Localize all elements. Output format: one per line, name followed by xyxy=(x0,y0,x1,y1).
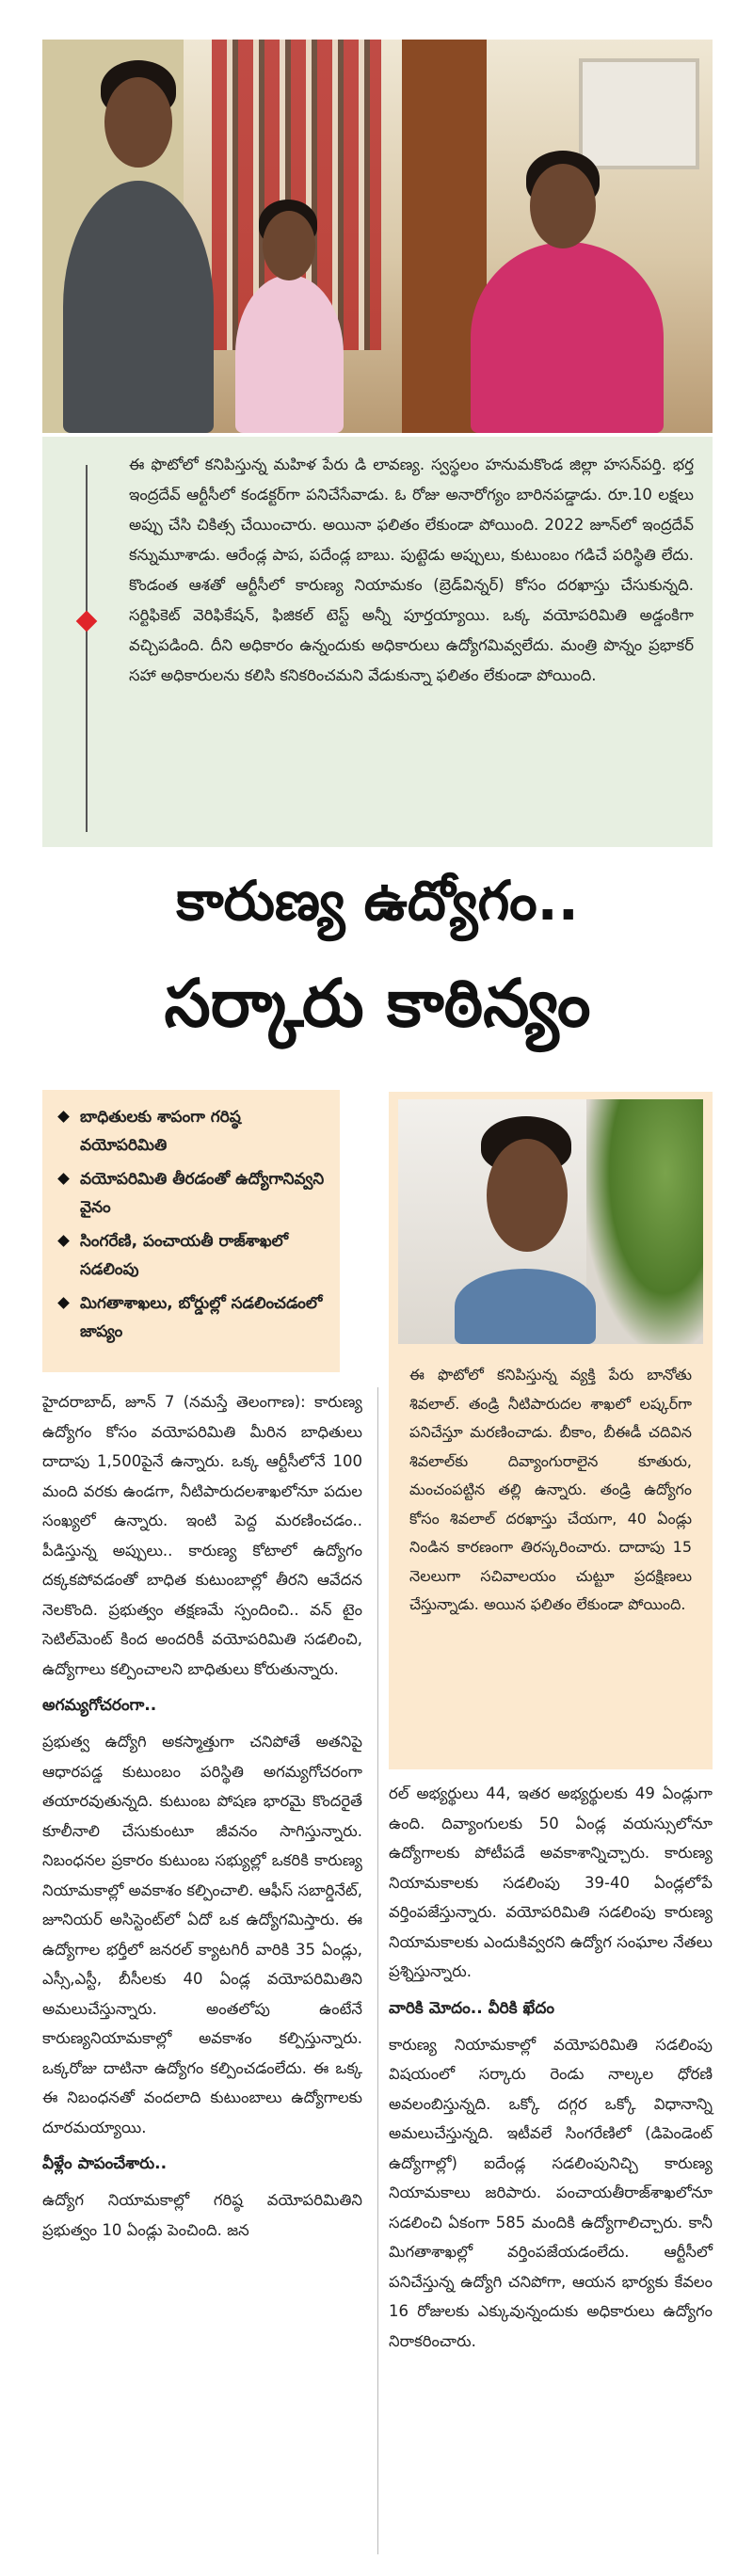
man-figure xyxy=(455,1269,596,1344)
subhead-3: వారికి మోదం.. వీరికి ఖేదం xyxy=(389,1998,555,2018)
highlight-item: బాధితులకు శాపంగా గరిష్ఠ వయోపరిమితి xyxy=(56,1103,328,1160)
article-left-column xyxy=(42,1387,362,2245)
case-study-box xyxy=(389,1092,713,1769)
summary-text: ఈ ఫొటోలో కనిపిస్తున్న మహిళ పేరు డి లావణ్య. స్వస్థలం హనుమకొండ జిల్లా హసన్‌పర్తి. భర్త ఇంద్రదేవ్ ఆర్టీసీలో కండక్టర్‌గా పనిచేసేవాడు. ఓ రోజు అనారోగ్యం బారినపడ్డాడు. రూ.10 లక్షలు అప్పు చేసి చికిత్స చేయించారు. అయినా ఫలితం లేకుండా పోయింది. 2022 జూన్‌లో ఇంద్రదేవ్ కన్నుమూశాడు. ఆరేండ్ల పాప, పదేండ్ల బాబు. పుట్టెడు అప్పులు, కుటుంబం గడిచే పరిస్థితి లేదు. కొండంత ఆశతో ఆర్టీసీలో కారుణ్య నియామకం (బ్రెడ్‌విన్నర్) కోసం దరఖాస్తు చేసుకున్నది. సర్టిఫికెట్ వెరిఫికేషన్, ఫిజికల్ టెస్ట్ అన్నీ పూర్తయ్యాయి. ఒక్క వయోపరిమితి అడ్డంకిగా వచ్చిపడింది. దీని అధికారం ఉన్నందుకు అధికారులు ఉద్యోగమివ్వలేదు. మంత్రి పొన్నం ప్రభాకర్ సహా అధికారులను కలిసి కనికరించమని వేడుకున్నా ఫలితం లేకుండా పోయింది. xyxy=(129,456,694,684)
article-para-2: ప్రభుత్వ ఉద్యోగి అకస్మాత్తుగా చనిపోతే అతనిపై ఆధారపడ్డ కుటుంబం పరిస్థితి అగమ్యగోచరంగా తయారవుతున్నది. కుటుంబ పోషణ భారమై కొందరైతే కూలీనాలి చేసుకుంటూ జీవనం సాగిస్తున్నారు. నిబంధనల ప్రకారం కుటుంబ సభ్యుల్లో ఒకరికి కారుణ్య నియామకాల్లో అవకాశం కల్పించాలి. ఆఫీస్ సబార్డినేట్, జూనియర్ అసిస్టెంట్‌లో ఏదో ఒక ఉద్యోగమిస్తారు. ఈ ఉద్యోగాల భర్తీలో జనరల్ క్యాటగిరీ వారికి 35 ఏండ్లు, ఎస్సీ,ఎస్టీ, బీసీలకు 40 ఏండ్ల వయోపరిమితిని అమలుచేస్తున్నారు. అంతలోపు ఉంటేనే కారుణ్యనియామకాల్లో అవకాశం కల్పిస్తున్నారు. ఒక్కరోజు దాటినా ఉద్యోగం కల్పించడంలేదు. ఈ ఒక్క ఈ నిబంధనతో వందలాది కుటుంబాలు ఉద్యోగాలకు దూరమయ్యాయి. xyxy=(42,1733,362,2136)
highlights-box xyxy=(42,1090,340,1372)
highlight-item: సింగరేణి, పంచాయతీ రాజ్‌శాఖలో సడలింపు xyxy=(56,1227,328,1284)
family-summary-box xyxy=(42,437,713,847)
newspaper-page xyxy=(42,17,713,2558)
man-photo xyxy=(398,1099,703,1344)
photo-tree xyxy=(586,1099,703,1344)
woman-head xyxy=(530,164,596,248)
boy-head xyxy=(104,77,172,168)
article-right-column xyxy=(389,1779,713,2356)
woman-figure xyxy=(471,242,664,433)
red-diamond-icon xyxy=(76,611,98,632)
headline-line-1: కారుణ్య ఉద్యోగం.. xyxy=(176,869,579,933)
girl-figure xyxy=(235,275,344,433)
article-para-5: కారుణ్య నియామకాల్లో వయోపరిమితి సడలింపు విషయంలో సర్కారు రెండు నాల్కల ధోరణి అవలంబిస్తున్నది. ఒక్కో దగ్గర ఒక్కో విధానాన్ని అమలుచేస్తున్నది. ఇటీవలే సింగరేణిలో (డిపెండెంట్ ఉద్యోగాల్లో) ఐదేండ్ల సడలింపునిచ్చి కారుణ్య నియామకాలు జరిపారు. పంచాయతీరాజ్‌శాఖలోనూ సడలించి ఏకంగా 585 మందికి ఉద్యోగాలిచ్చారు. కానీ మిగతాశాఖల్లో వర్తింపజేయడంలేదు. ఆర్టీసీలో పనిచేస్తున్న ఉద్యోగి చనిపోగా, ఆయన భార్యకు కేవలం 16 రోజులకు ఎక్కువున్నందుకు అధికారులు ఉద్యోగం నిరాకరించారు. xyxy=(389,2035,713,2350)
subhead-1: అగమ్యగోచరంగా.. xyxy=(42,1696,157,1715)
boy-figure xyxy=(63,181,214,433)
case-study-text: ఈ ఫొటోలో కనిపిస్తున్న వ్యక్తి పేరు బానోతు శివలాల్. తండ్రి నీటిపారుదల శాఖలో లష్కర్‌గా పనిచేస్తూ మరణించాడు. బీకాం, బీఈడీ చదివిన శివలాల్‌కు దివ్యాంగురాలైన కూతురు, మంచంపట్టిన తల్లి ఉన్నారు. తండ్రి ఉద్యోగం కోసం శివలాల్ దరఖాస్తు చేయగా, 40 ఏండ్లు నిండిన కారణంగా తిరస్కరించారు. దాదాపు 15 నెలలుగా సచివాలయం చుట్టూ ప్రదక్షిణలు చేస్తున్నాడు. అయిన ఫలితం లేకుండా పోయింది. xyxy=(409,1366,692,1613)
article-para-3: ఉద్యోగ నియామకాల్లో గరిష్ఠ వయోపరిమితిని ప్రభుత్వం 10 ఏండ్లు పెంచింది. జన xyxy=(42,2191,362,2239)
summary-rule xyxy=(86,465,88,832)
headline-line-2: సర్కారు కాఠిన్యం xyxy=(164,965,591,1042)
highlight-item: మిగతాశాఖలు, బోర్డుల్లో సడలించడంలో జాప్యం xyxy=(56,1289,328,1346)
family-photo xyxy=(42,40,713,433)
man-head xyxy=(487,1139,568,1252)
article-para-1: హైదరాబాద్, జూన్ 7 (నమస్తే తెలంగాణ): కారుణ్య ఉద్యోగం కోసం వయోపరిమితి మీరిన బాధితులు దాదాపు 1,500పైనే ఉన్నారు. ఒక్క ఆర్టీసీలోనే 100 మంది వరకు ఉండగా, నీటిపారుదలశాఖలోనూ పదుల సంఖ్యలో ఉన్నారు. ఇంటి పెద్ద మరణించడం.. పీడిస్తున్న అప్పులు.. కారుణ్య కోటాలో ఉద్యోగం దక్కకపోవడంతో బాధిత కుటుంబాల్లో తీరని ఆవేదన నెలకొంది. ప్రభుత్వం తక్షణమే స్పందించి.. వన్ టైం సెటిల్‌మెంట్ కింద అందరికీ వయోపరిమితి సడలించి, ఉద్యోగాలు కల్పించాలని బాధితులు కోరుతున్నారు. xyxy=(42,1393,362,1678)
column-divider xyxy=(377,1387,378,2554)
article-para-4: రల్ అభ్యర్థులు 44, ఇతర అభ్యర్థులకు 49 ఏండ్లుగా ఉంది. దివ్యాంగులకు 50 ఏండ్ల వయస్సులోనూ ఉద్యోగాలకు పోటీపడే అవకాశాన్నిచ్చారు. కారుణ్య నియామకాలకు సడలింపు 39-40 ఏండ్లలోపే వర్తింపజేస్తున్నారు. వయోపరిమితి సడలింపు కారుణ్య నియామకాలకు ఎందుకివ్వరని ఉద్యోగ సంఘాల నేతలు ప్రశ్నిస్తున్నారు. xyxy=(389,1784,713,1980)
subhead-2: వీళ్లేం పాపంచేశారు.. xyxy=(42,2154,168,2173)
girl-head xyxy=(263,211,315,280)
highlight-item: వయోపరిమితి తీరడంతో ఉద్యోగానివ్వని వైనం xyxy=(56,1165,328,1222)
photo-wall-frame xyxy=(579,58,699,169)
